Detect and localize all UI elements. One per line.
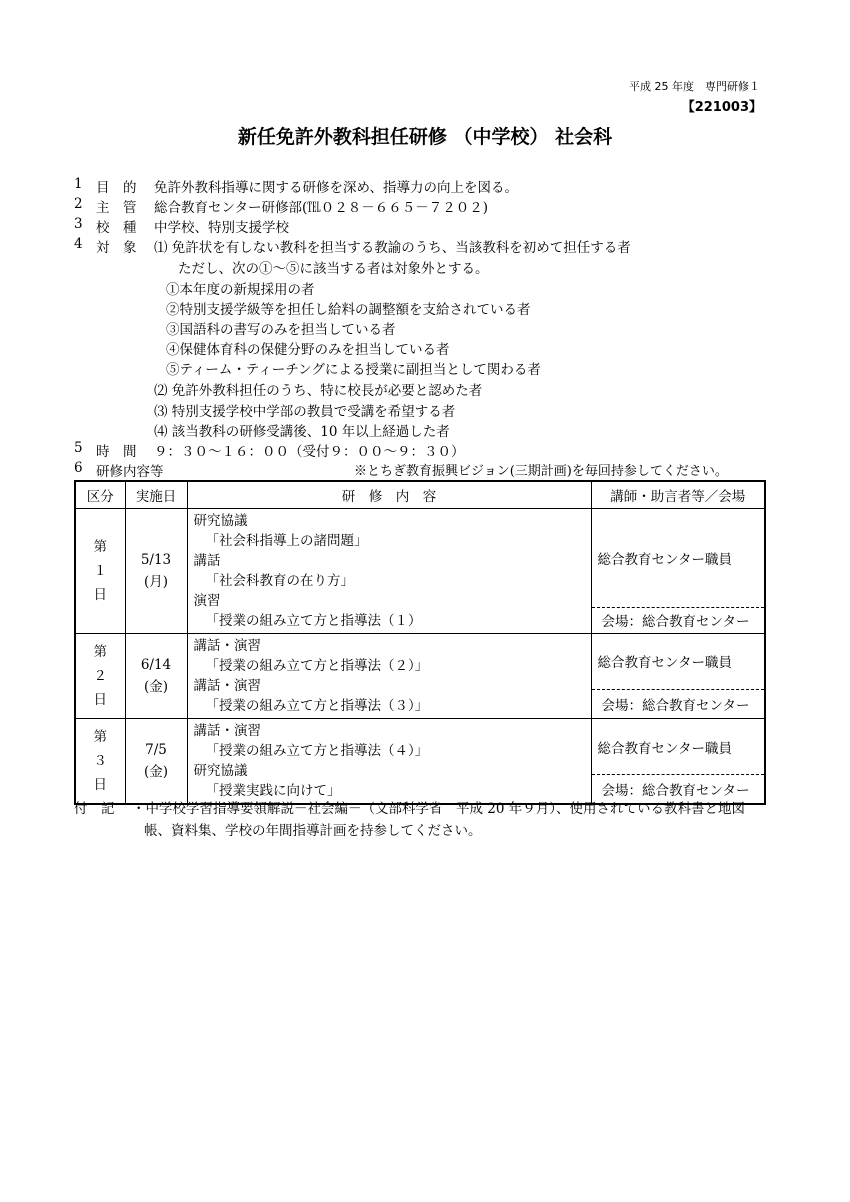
item-label: 校 種: [96, 220, 137, 236]
item-number: 2: [74, 196, 83, 212]
session-title: 「授業実践に向けて」: [205, 783, 341, 799]
day-number: ２: [93, 668, 107, 684]
item-number: 3: [74, 216, 83, 232]
day-cell: [75, 719, 125, 805]
school-type-text: 中学校、特別支援学校: [154, 220, 289, 236]
date: 7/5: [145, 742, 167, 758]
weekday: (金): [143, 679, 169, 695]
item-number: 1: [74, 176, 83, 192]
day-char: 日: [93, 692, 107, 708]
header-date: 実施日: [125, 481, 187, 509]
day-char: 日: [93, 587, 107, 603]
target-exclusion-1: ①本年度の新規採用の者: [166, 282, 315, 298]
item-label: 主 管: [96, 200, 137, 216]
date-cell: [125, 509, 187, 634]
table-row: [75, 634, 765, 690]
appendix-label: 付 記: [74, 801, 115, 817]
session-type: 研究協議: [193, 513, 248, 529]
target-condition-4: ⑷ 該当教科の研修受講後、10 年以上経過した者: [154, 424, 450, 440]
time-text: ９：３０～１６：００（受付９：００～９：３０）: [154, 444, 465, 460]
date-cell: [125, 634, 187, 719]
session-type: 講話: [193, 553, 221, 569]
header-content: 研 修 内 容: [187, 481, 591, 509]
target-exclusion-5: ⑤ティーム・ティーチングによる授業に副担当として関わる者: [166, 362, 541, 378]
target-exclusion-3: ③国語科の書写のみを担当している者: [166, 322, 396, 338]
item-label: 研修内容等: [96, 464, 164, 480]
item-number: 5: [74, 440, 83, 456]
appendix-line-2: 帳、資料集、学校の年間指導計画を持参してください。: [144, 823, 482, 839]
item-label: 対 象: [96, 240, 137, 256]
day-number: １: [93, 563, 107, 579]
day-char: 第: [93, 729, 107, 745]
staff-cell: 総合教育センター職員: [591, 509, 765, 608]
content-cell: [187, 509, 591, 634]
venue-cell: 会場：総合教育センター: [591, 607, 765, 633]
appendix-line-1: ・中学校学習指導要領解説－社会編－（文部科学省 平成 20 年９月）、使用されている教科書と地図: [132, 801, 746, 817]
item-label: 目 的: [96, 180, 137, 196]
venue-cell: 会場：総合教育センター: [591, 775, 765, 804]
day-char: 第: [93, 539, 107, 555]
header-staff: 講師・助言者等／会場: [591, 481, 765, 509]
course-code: 【221003】: [681, 100, 762, 115]
target-exclusion-2: ②特別支援学級等を担任し給料の調整額を支給されている者: [166, 302, 531, 318]
session-title: 「授業の組み立て方と指導法（２）」: [205, 658, 429, 674]
item-label: 時 間: [96, 444, 137, 460]
target-condition-3: ⑶ 特別支援学校中学部の教員で受講を希望する者: [154, 404, 456, 420]
table-header-row: [75, 481, 765, 509]
header-day: 区分: [75, 481, 125, 509]
fiscal-year-label: 平成 25 年度 専門研修１: [629, 80, 760, 93]
session-type: 講話・演習: [193, 638, 261, 654]
target-condition-1: ⑴ 免許状を有しない教科を担当する教諭のうち、当該教科を初めて担任する者: [154, 240, 631, 256]
date: 5/13: [140, 552, 172, 568]
content-cell: [187, 634, 591, 719]
staff-cell: 総合教育センター職員: [591, 634, 765, 690]
session-title: 「授業の組み立て方と指導法（４）」: [205, 743, 429, 759]
schedule-table: [74, 480, 766, 805]
day-number: ３: [93, 753, 107, 769]
date-cell: [125, 719, 187, 805]
session-type: 講話・演習: [193, 678, 261, 694]
target-condition-2: ⑵ 免許外教科担任のうち、特に校長が必要と認めた者: [154, 383, 483, 399]
staff-cell: 総合教育センター職員: [591, 719, 765, 775]
content-cell: [187, 719, 591, 805]
item-number: 6: [74, 460, 83, 476]
weekday: (金): [143, 764, 169, 780]
day-char: 第: [93, 644, 107, 660]
session-type: 研究協議: [193, 763, 248, 779]
session-title: 「授業の組み立て方と指導法（３）」: [205, 698, 429, 714]
date: 6/14: [140, 657, 172, 673]
bring-vision-note: ※とちぎ教育振興ビジョン(三期計画)を毎回持参してください。: [354, 464, 728, 479]
day-cell: [75, 509, 125, 634]
venue-cell: 会場：総合教育センター: [591, 689, 765, 718]
table-row: [75, 719, 765, 775]
target-exclusion-note: ただし、次の①～⑤に該当する者は対象外とする。: [178, 261, 489, 277]
session-type: 講話・演習: [193, 723, 261, 739]
table-row: [75, 509, 765, 608]
page-title: 新任免許外教科担任研修 （中学校） 社会科: [237, 126, 613, 148]
item-number: 4: [74, 236, 83, 252]
day-cell: [75, 634, 125, 719]
session-title: 「社会科教育の在り方」: [205, 573, 354, 589]
organizer-text: 総合教育センター研修部(℡０２８－６６５－７２０２): [154, 200, 488, 216]
purpose-text: 免許外教科指導に関する研修を深め、指導力の向上を図る。: [154, 180, 518, 196]
session-title: 「社会科指導上の諸問題」: [205, 533, 368, 549]
session-title: 「授業の組み立て方と指導法（１）: [205, 613, 422, 629]
weekday: (月): [143, 574, 169, 590]
target-exclusion-4: ④保健体育科の保健分野のみを担当している者: [166, 342, 450, 358]
day-char: 日: [93, 777, 107, 793]
session-type: 演習: [193, 593, 221, 609]
